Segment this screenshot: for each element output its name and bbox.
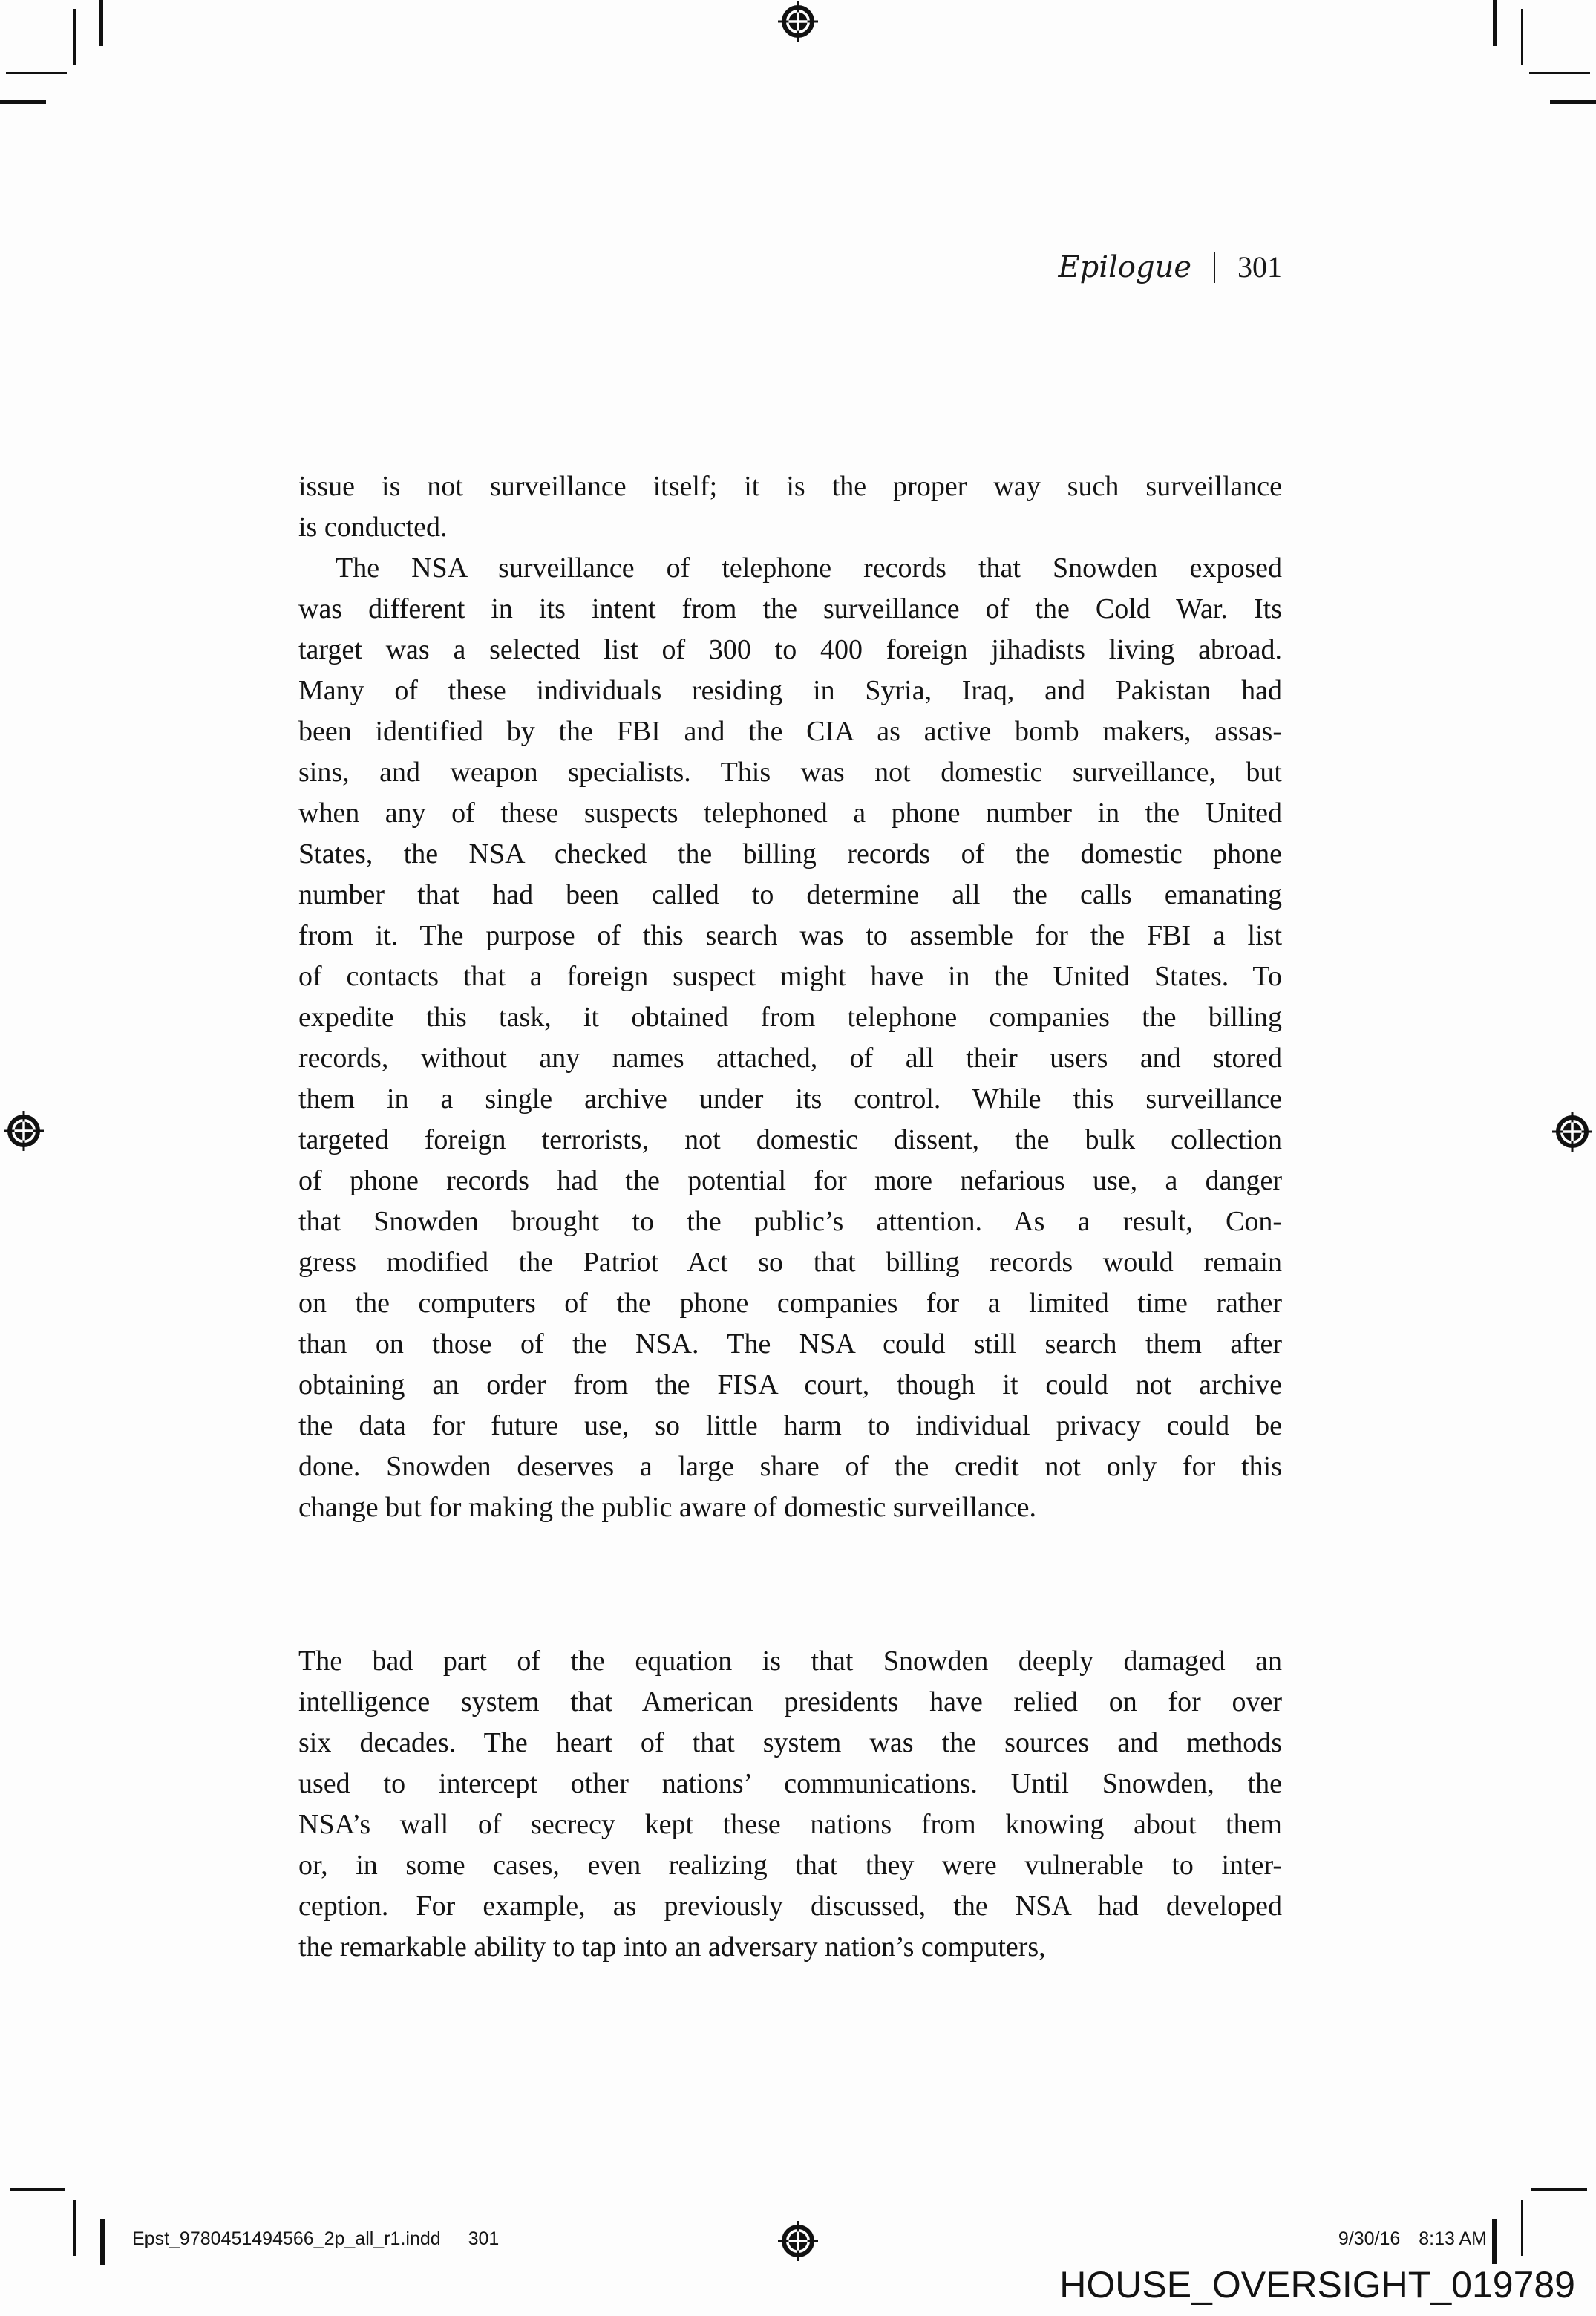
crop-mark-bottom-left-horizontal-thin [10, 2188, 65, 2191]
body-line: was different in its intent from the surveillance of the Cold War. Its [298, 593, 1282, 624]
slug-file-page: 301 [468, 2228, 500, 2249]
body-line: of contacts that a foreign suspect might have in the United States. To [298, 961, 1282, 992]
page-number: 301 [1237, 250, 1282, 284]
paragraph [298, 1641, 1282, 1968]
crop-mark-top-left-horizontal-thick [0, 100, 46, 104]
body-line: that Snowden brought to the public’s attention. As a result, Con- [298, 1206, 1282, 1237]
body-line: six decades. The heart of that system was the sources and methods [298, 1727, 1282, 1758]
body-line: States, the NSA checked the billing records of the domestic phone [298, 838, 1282, 870]
body-line: The bad part of the equation is that Snowden deeply damaged an [298, 1645, 1282, 1677]
crop-mark-top-left-vertical-thin [73, 9, 76, 65]
running-head [298, 249, 1282, 284]
slug-line-right [1338, 2228, 1487, 2250]
body-line: targeted foreign terrorists, not domestic dissent, the bulk collection [298, 1124, 1282, 1155]
crop-mark-top-right-vertical-thick [1493, 0, 1497, 46]
running-head-divider [1214, 252, 1215, 283]
body-line: sins, and weapon specialists. This was not domestic surveillance, but [298, 757, 1282, 788]
slug-line-left [132, 2228, 499, 2250]
crop-mark-bottom-right-vertical-thin [1521, 2200, 1523, 2256]
registration-target-left-icon [1, 1109, 46, 1153]
crop-mark-top-left-horizontal-thin [6, 72, 67, 74]
body-line: been identified by the FBI and the CIA as active bomb makers, assas- [298, 716, 1282, 747]
body-line: NSA’s wall of secrecy kept these nations from knowing about them [298, 1809, 1282, 1840]
body-line: change but for making the public aware of domestic surveillance. [298, 1492, 1036, 1523]
body-line: or, in some cases, even realizing that they were vulnerable to inter- [298, 1850, 1282, 1881]
body-line: expedite this task, it obtained from telephone companies the billing [298, 1002, 1282, 1033]
body-line: number that had been called to determine all the calls emanating [298, 879, 1282, 910]
body-text-column [298, 466, 1282, 1968]
body-line: used to intercept other nations’ communications. Until Snowden, the [298, 1768, 1282, 1799]
crop-mark-bottom-right-horizontal-thin [1531, 2188, 1587, 2191]
body-line: ception. For example, as previously discussed, the NSA had developed [298, 1891, 1282, 1922]
slug-print-time: 8:13 AM [1419, 2228, 1487, 2249]
body-line: is conducted. [298, 512, 448, 543]
body-line: gress modified the Patriot Act so that billing records would remain [298, 1247, 1282, 1278]
body-line: of phone records had the potential for more nefarious use, a danger [298, 1165, 1282, 1196]
crop-mark-top-left-vertical-thick [99, 0, 103, 46]
crop-mark-bottom-left-vertical-thick [100, 2219, 105, 2265]
registration-target-right-icon [1550, 1109, 1595, 1154]
crop-mark-top-right-horizontal-thin [1529, 72, 1590, 74]
body-line: The NSA surveillance of telephone records that Snowden exposed [336, 552, 1282, 584]
paragraph [298, 466, 1282, 548]
body-line: intelligence system that American presidents have relied on for over [298, 1686, 1282, 1718]
crop-mark-top-right-horizontal-thick [1550, 100, 1596, 104]
body-line: records, without any names attached, of all their users and stored [298, 1043, 1282, 1074]
body-line: target was a selected list of 300 to 400 foreign jihadists living abroad. [298, 634, 1282, 665]
slug-file-name: Epst_9780451494566_2p_all_r1.indd [132, 2228, 441, 2249]
crop-mark-top-right-vertical-thin [1521, 9, 1523, 65]
body-line: done. Snowden deserves a large share of the credit not only for this [298, 1451, 1282, 1482]
body-line: than on those of the NSA. The NSA could still search them after [298, 1328, 1282, 1360]
registration-target-bottom-icon [776, 2219, 820, 2263]
body-line: from it. The purpose of this search was to assemble for the FBI a list [298, 920, 1282, 951]
crop-mark-bottom-left-vertical-thin [73, 2200, 76, 2256]
body-line: obtaining an order from the FISA court, though it could not archive [298, 1369, 1282, 1400]
body-line: when any of these suspects telephoned a phone number in the United [298, 797, 1282, 829]
body-line: on the computers of the phone companies for a limited time rather [298, 1288, 1282, 1319]
registration-target-top-icon [776, 0, 820, 44]
body-line: the data for future use, so little harm to individual privacy could be [298, 1410, 1282, 1441]
body-line: them in a single archive under its control. While this surveillance [298, 1083, 1282, 1115]
oversight-watermark: HOUSE_OVERSIGHT_019789 [1059, 2264, 1575, 2306]
crop-mark-bottom-right-vertical-thick [1492, 2219, 1497, 2264]
running-head-section-title: Epilogue [1058, 250, 1191, 284]
body-line: Many of these individuals residing in Syria, Iraq, and Pakistan had [298, 675, 1282, 706]
body-line: issue is not surveillance itself; it is the proper way such surveillance [298, 471, 1282, 502]
paragraph [298, 548, 1282, 1528]
body-line: the remarkable ability to tap into an adversary nation’s computers, [298, 1931, 1046, 1963]
slug-print-date: 9/30/16 [1338, 2228, 1401, 2249]
